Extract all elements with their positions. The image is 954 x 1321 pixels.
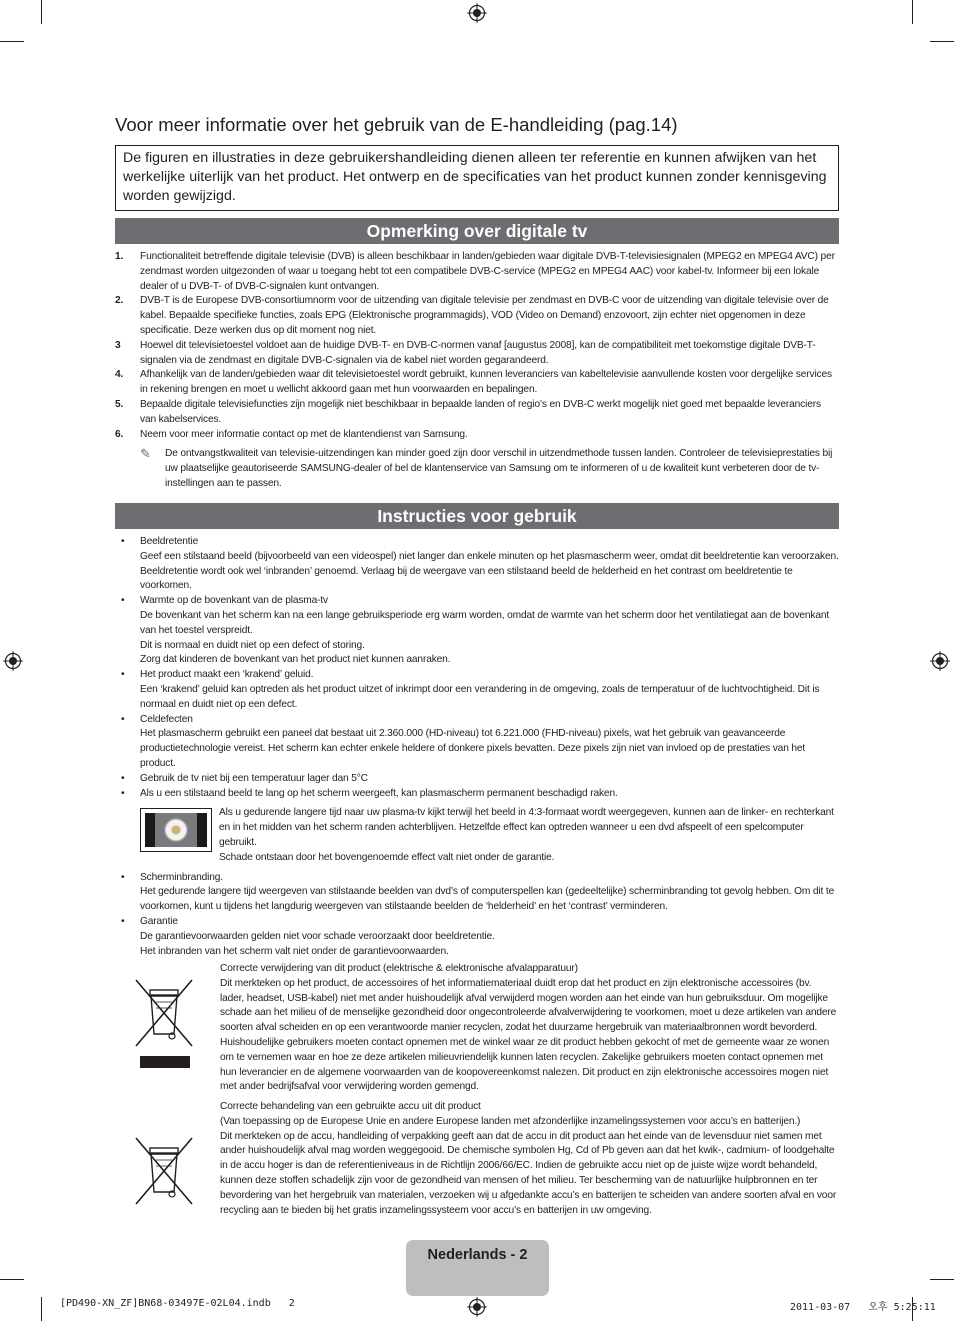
list-item: 3 Hoewel dit televisietoestel voldoet aan de huidige DVB-T- en DVB-C-normen vanaf [augustus 2008], kan de compatibiliteit met toekomstige digitale DVB-T-signalen via de zendmast en digitale DVB-C-signalen via de kabel niet worden gegarandeerd. [115, 339, 816, 366]
crop-mark [912, 0, 913, 24]
list-item: • Beeldretentie Geef een stilstaand beeld (bijvoorbeeld van een videospel) niet langer dan enkele minuten op het plasmascherm weer, omdat dit beeldretentie kan veroorzaken. Beeldretentie wordt ook wel ‘inbranden’ genoemd. Verlaag bij de weergave van een stilstaand beeld de helderheid en het contrast om beeldretentie te voorkomen. [121, 536, 839, 592]
list-item: • Gebruik de tv niet bij een temperatuur lager dan 5°C [121, 772, 368, 784]
crossed-wheelie-bin-icon [134, 1136, 194, 1208]
section-heading-usage: Instructies voor gebruik [115, 503, 839, 529]
list-item: • Scherminbranding. Het gedurende langere tijd weergeven van stilstaande beelden van dvd’s of computerspellen kan (gedeeltelijke) scherminbranding tot gevolg hebben. Om dit te voorkomen, kunt u tijdens het langdurig weergeven van stilstaande beelden de ‘helderheid’ en het ‘contrast’ verminderen. [121, 871, 835, 913]
list-item: • Het product maakt een ‘krakend’ geluid. Een ‘krakend’ geluid kan optreden als het product uitzet of inkrimpt door een verandering in de omgeving, zoals de temperatuur of de luchtvochtigheid. Dit is normaal en duidt niet op een defect. [121, 669, 820, 710]
list-item: 6. Neem voor meer informatie contact op met de klantendienst van Samsung. [115, 428, 468, 440]
page-title: Voor meer informatie over het gebruik van de E-handleiding (pag.14) [115, 114, 678, 135]
registration-mark-icon [467, 3, 487, 23]
crop-mark [0, 41, 24, 42]
usage-section [115, 535, 839, 959]
section-heading-digital-tv: Opmerking over digitale tv [115, 218, 839, 244]
crop-mark [930, 1279, 954, 1280]
weee-product-text: Correcte verwijdering van dit product (elektrische & elektronische afvalapparatuur) Dit merkteken op het product, de accessoires of het informatiemateriaal duidt erop dat het product en zijn elektronische accessoires (bv. lader, headset, USB-kabel) niet met ander huishoudelijk afval verwijderd mogen worden aan het einde van hun gebruiksduur. Om mogelijke schade aan het milieu of de menselijke gezondheid door ongecontroleerde afvalverwijdering te voorkomen, moet u deze artikelen van andere soorten afval scheiden en op een verantwoorde manier recyclen, zodat het duurzame hergebruik van materiaalbronnen wordt bevorderd. Huishoudelijke gebruikers moeten contact opnemen met de winkel waar ze dit product hebben gekocht of met de gemeente waar ze wonen om te vernemen waar en hoe ze deze artikelen milieuvriendelijk kunnen laten recyclen. Zakelijke gebruikers moeten contact opnemen met hun leverancier en de algemene voorwaarden van de koopovereenkomst nalezen. Dit product en zijn elektronische accessoires mogen niet met ander bedrijfsafval voor verwijdering worden gemengd. [220, 963, 837, 1093]
weee-battery-text: Correcte behandeling van een gebruikte accu uit dit product (Van toepassing op de Europese Unie en andere Europese landen met afzonderlijke inzamelingssystemen voor accu’s en batterijen.) Dit merkteken op de accu, handleiding of verpakking geeft aan dat de accu in dit product aan het einde van de levensduur niet samen met ander huishoudelijk afval mag worden weggegooid. De chemische symbolen Hg, Cd of Pb geven aan dat het kwik-, cadmium- of loodgehalte in de accu hoger is dan de referentieniveaus in de Richtlijn 2006/66/EC. Indien de gebruikte accu niet op de juiste wijze wordt behandeld, kunnen deze stoffen schadelijk zijn voor de gezondheid van mensen of het milieu. Ter bescherming van de natuurlijke hulpbronnen en ter bevordering van het hergebruik van materialen, verzoeken wij u afgedankte accu’s en batterijen te scheiden van andere soorten afval en voor recycling aan te bieden bij het gratis inzamelingssysteem voor accu’s en batterijen in uw omgeving. [220, 1101, 837, 1216]
pencil-note-icon: ✎ [140, 446, 151, 462]
crop-mark [930, 41, 954, 42]
print-timestamp: 2011-03-07 오후 5:25:11 [790, 1302, 936, 1313]
crossed-wheelie-bin-icon [134, 978, 194, 1070]
digital-tv-list [115, 250, 839, 442]
flower-icon [164, 818, 188, 842]
crop-mark [41, 0, 42, 24]
list-item: • Garantie De garantievoorwaarden gelden niet voor schade veroorzaakt door beeldretentie. Het inbranden van het scherm valt niet onder de garantievoorwaarden. [121, 915, 495, 957]
list-item: 2. DVB-T is de Europese DVB-consortiumnorm voor de uitzending van digitale televisie per zendmast en DVB-C voor de uitzending van digitale televisie over de kabel. Bepaalde specifieke functies, zoals EPG (Elektronische programmagids), VOD (Video on Demand) enzovoort, zijn echter niet opgenomen in deze specificatie. Deze werken dus op dit moment nog niet. [115, 295, 829, 336]
list-item: 1. Functionaliteit betreffende digitale televisie (DVB) is alleen beschikbaar in landen/gebieden waar digitale DVB-T-televisiesignalen (MPEG2 en MPEG4 AVC) per zendmast worden uitgezonden of waar u toegang hebt tot een compatibele DVB-C-service (MPEG2 en MPEG4 AAC) voor kabel-tv. Informeer bij een lokale dealer of u DVB-T- of DVB-C-signalen kunt ontvangen. [115, 251, 835, 292]
list-item: • Warmte op de bovenkant van de plasma-tv De bovenkant van het scherm kan na een lange gebruiksperiode erg warm worden, omdat de warmte van het scherm door het ventilatiegat aan de bovenkant van het toestel verspreidt. Dit is normaal en duidt niet op een defect of storing. Zorg dat kinderen de bovenkant van het product niet kunnen aanraken. [121, 595, 830, 666]
usage-list [115, 535, 839, 801]
list-item: 4. Afhankelijk van de landen/gebieden waar dit televisietoestel wordt gebruikt, kunnen leveranciers van kabeltelevisie aanvullende kosten voor dergelijke services in rekening brengen en moet u wellicht akkoord gaan met hun voorwaarden en bepalingen. [115, 369, 832, 396]
registration-mark-icon [930, 651, 950, 671]
registration-mark-icon [3, 651, 23, 671]
list-item: 5. Bepaalde digitale televisiefuncties zijn mogelijk niet beschikbaar in bepaalde landen of regio’s en DVB-C werkt mogelijk niet goed met bepaalde leveranciers van kabelservices. [115, 398, 821, 425]
note: ✎ De ontvangstkwaliteit van televisie-uitzendingen kan minder goed zijn door verschil in uitzendmethode tussen landen. Controleer de televisieprestaties bij uw plaatselijke geautoriseerde SAMSUNG-dealer of bel de klantenservice van Samsung om te informeren of u de kwaliteit kunt verbeteren door de tv-instellingen aan te passen. [140, 446, 833, 489]
image-retention-note: Als u gedurende langere tijd naar uw plasma-tv kijkt terwijl het beeld in 4:3-formaat wordt weergegeven, kunnen aan de linker- en rechterkant en in het midden van het scherm randen achterblijven. Hetzelfde effect kan optreden wanneer u een dvd afspeelt of een spelcomputer gebruikt. Schade ontstaan door het bovengenoemde effect valt niet onder de garantie. [115, 806, 839, 865]
list-item: • Celdefecten Het plasmascherm gebruikt een paneel dat bestaat uit 2.360.000 (HD-niveau) tot 6.221.000 (FHD-niveau) pixels, wat het gebruik van geavanceerde productietechnologie vereist. Het scherm kan echter enkele heldere of donkere pixels bevatten. Deze pixels zijn niet van invloed op de prestaties van het product. [121, 713, 806, 769]
list-item: • Als u een stilstaand beeld te lang op het scherm weergeeft, kan plasmascherm permanent beschadigd raken. [121, 787, 618, 799]
digital-tv-section [115, 250, 839, 492]
page-number-tab: Nederlands - 2 [406, 1240, 549, 1296]
crop-mark [0, 1279, 24, 1280]
usage-list-2 [115, 871, 839, 960]
tv-screen-image [140, 808, 212, 852]
disclaimer-box: De figuren en illustraties in deze gebruikershandleiding dienen alleen ter referentie en kunnen afwijken van het werkelijke uiterlijk van het product. Het ontwerp en de specificaties van het product kunnen zonder kennisgeving worden gewijzigd. [115, 145, 839, 211]
file-info: [PD490-XN_ZF]BN68-03497E-02L04.indb 2 [60, 1298, 295, 1309]
registration-mark-icon [467, 1297, 487, 1317]
crop-mark [41, 1297, 42, 1321]
